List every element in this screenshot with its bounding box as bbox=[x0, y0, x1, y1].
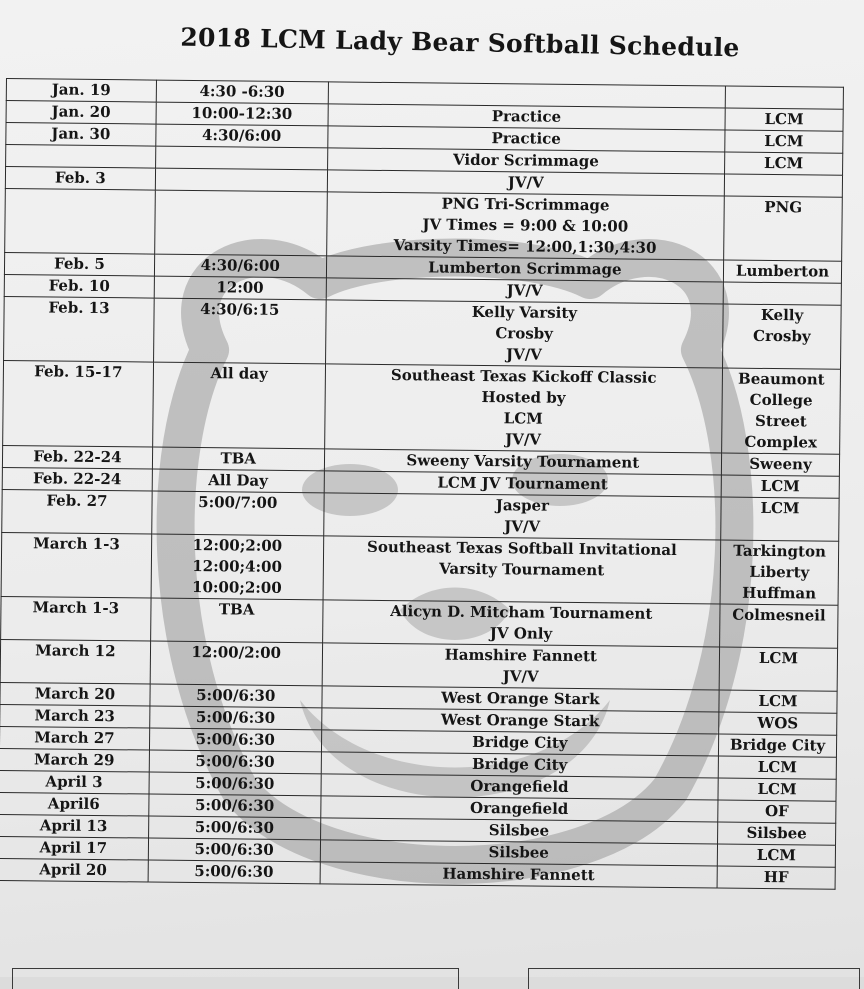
time-text: 5:00/7:00 bbox=[198, 493, 278, 512]
date-text: Jan. 20 bbox=[51, 102, 111, 122]
location-cell bbox=[717, 866, 835, 889]
date-cell bbox=[0, 814, 149, 838]
time-text: 5:00/6:30 bbox=[195, 708, 276, 727]
time-text: 5:00/6:30 bbox=[196, 686, 276, 705]
location-text: LCM bbox=[758, 691, 798, 711]
time-text: 5:00/6:30 bbox=[194, 818, 275, 837]
location-text: Complex bbox=[744, 432, 818, 452]
time-text: 4:30 -6:30 bbox=[199, 82, 285, 101]
time-text: 12:00/2:00 bbox=[191, 642, 282, 662]
event-text: Lumberton Scrimmage bbox=[428, 258, 622, 279]
event-text: Vidor Scrimmage bbox=[453, 150, 599, 171]
date-text: March 29 bbox=[33, 750, 115, 770]
event-text: Jasper bbox=[495, 496, 550, 515]
time-cell bbox=[150, 684, 322, 708]
time-text: 12:00;4:00 bbox=[192, 556, 283, 576]
schedule-table bbox=[0, 78, 844, 890]
event-text: Varsity Times= 12:00,1:30,4:30 bbox=[393, 236, 657, 257]
location-text: Silsbee bbox=[746, 823, 807, 843]
date-text: Feb. 5 bbox=[53, 254, 105, 274]
location-text: Street bbox=[755, 411, 807, 431]
event-text: Southeast Texas Softball Invitational bbox=[366, 537, 677, 560]
location-text: OF bbox=[764, 801, 789, 821]
date-cell bbox=[0, 704, 150, 728]
location-cell bbox=[724, 196, 843, 261]
date-text: Feb. 13 bbox=[48, 298, 110, 318]
date-cell bbox=[4, 252, 154, 276]
location-text: LCM bbox=[757, 779, 797, 799]
location-cell bbox=[720, 604, 838, 648]
location-text: Lumberton bbox=[735, 261, 830, 281]
event-text: West Orange Stark bbox=[441, 688, 600, 709]
date-text: April 17 bbox=[39, 838, 108, 858]
time-cell bbox=[149, 750, 321, 774]
date-cell bbox=[0, 770, 149, 794]
date-text: Jan. 30 bbox=[51, 124, 111, 144]
time-text: All Day bbox=[208, 471, 268, 490]
location-cell bbox=[721, 497, 839, 541]
time-text: All day bbox=[210, 364, 268, 383]
event-text: JV/V bbox=[504, 517, 541, 536]
time-cell bbox=[154, 254, 326, 278]
time-cell bbox=[153, 298, 325, 364]
date-text: March 1-3 bbox=[32, 598, 120, 618]
date-cell bbox=[0, 858, 148, 882]
event-cell bbox=[322, 600, 720, 647]
event-text: Practice bbox=[491, 129, 561, 148]
event-text bbox=[333, 82, 721, 86]
date-cell bbox=[0, 639, 150, 684]
time-cell bbox=[154, 276, 326, 300]
date-cell bbox=[4, 274, 154, 298]
event-text: Hamshire Fannett bbox=[442, 864, 595, 885]
event-cell bbox=[325, 300, 723, 368]
location-cell bbox=[721, 453, 839, 476]
date-text: March 1-3 bbox=[33, 534, 120, 554]
footer-box-left bbox=[12, 968, 459, 989]
date-cell bbox=[6, 79, 156, 103]
event-text: Southeast Texas Kickoff Classic bbox=[390, 366, 657, 387]
event-cell bbox=[323, 536, 721, 604]
event-text: JV Only bbox=[489, 624, 553, 643]
location-text: Bridge City bbox=[729, 735, 826, 755]
event-text: Bridge City bbox=[472, 732, 568, 752]
date-text: Feb. 15-17 bbox=[34, 362, 123, 382]
location-text: College bbox=[749, 390, 813, 410]
location-text bbox=[728, 283, 837, 284]
event-text: LCM bbox=[503, 409, 543, 428]
date-cell bbox=[4, 296, 154, 362]
date-text: Feb. 27 bbox=[46, 491, 108, 511]
date-text: April 3 bbox=[45, 772, 103, 792]
location-text: LCM bbox=[764, 131, 804, 151]
time-cell bbox=[154, 190, 326, 256]
event-text: Crosby bbox=[495, 324, 554, 343]
time-text: 5:00/6:30 bbox=[194, 862, 274, 881]
location-cell bbox=[717, 844, 835, 867]
time-cell bbox=[152, 447, 324, 471]
date-text: April6 bbox=[47, 794, 100, 814]
date-cell bbox=[1, 596, 151, 641]
date-text: April 13 bbox=[39, 816, 108, 836]
time-text: 5:00/6:30 bbox=[195, 730, 275, 749]
location-cell bbox=[718, 734, 836, 757]
time-cell bbox=[152, 491, 324, 536]
date-cell bbox=[0, 792, 149, 816]
table-row bbox=[1, 532, 839, 605]
location-text: LCM bbox=[758, 648, 799, 668]
event-text: Silsbee bbox=[488, 821, 550, 840]
date-text: Feb. 22-24 bbox=[32, 469, 122, 489]
date-cell bbox=[0, 836, 148, 860]
location-cell bbox=[718, 800, 836, 823]
event-text: JV/V bbox=[505, 430, 542, 449]
location-cell bbox=[718, 778, 836, 801]
location-cell bbox=[723, 304, 842, 369]
location-text: Crosby bbox=[752, 326, 811, 346]
event-text: Practice bbox=[491, 107, 562, 126]
time-text bbox=[160, 147, 323, 149]
time-cell bbox=[152, 362, 325, 449]
time-cell bbox=[150, 598, 322, 643]
location-text: Tarkington bbox=[733, 541, 827, 561]
time-cell bbox=[149, 706, 321, 730]
event-cell bbox=[322, 643, 720, 690]
time-cell bbox=[151, 534, 323, 600]
location-cell bbox=[720, 540, 839, 605]
event-text: JV/V bbox=[506, 281, 543, 300]
location-text: PNG bbox=[764, 197, 803, 217]
page-title: 2018 LCM Lady Bear Softball Schedule bbox=[180, 22, 740, 63]
time-cell bbox=[155, 168, 327, 192]
time-text bbox=[160, 169, 323, 171]
location-text: Beaumont bbox=[738, 369, 825, 389]
event-cell bbox=[324, 364, 722, 453]
location-text: LCM bbox=[760, 498, 800, 518]
table-row bbox=[3, 360, 841, 454]
event-text: Alicyn D. Mitcham Tournament bbox=[390, 602, 653, 623]
footer-box-right bbox=[528, 968, 860, 989]
event-text: Varsity Tournament bbox=[439, 559, 605, 580]
time-cell bbox=[156, 102, 328, 126]
time-text: TBA bbox=[218, 600, 255, 619]
date-text: March 12 bbox=[35, 641, 116, 661]
location-cell bbox=[719, 712, 837, 735]
location-cell bbox=[725, 152, 843, 175]
location-text: Huffman bbox=[742, 583, 817, 603]
location-cell bbox=[718, 756, 836, 779]
date-text: March 20 bbox=[34, 684, 116, 704]
date-text: Feb. 10 bbox=[48, 276, 110, 296]
date-cell bbox=[0, 682, 150, 706]
event-text: PNG Tri-Scrimmage bbox=[441, 194, 610, 215]
location-text: LCM bbox=[760, 476, 800, 496]
time-text: 4:30/6:00 bbox=[200, 256, 280, 275]
location-text bbox=[730, 87, 839, 88]
date-cell bbox=[1, 532, 151, 598]
location-text: Colmesneil bbox=[732, 605, 826, 625]
time-cell bbox=[150, 641, 322, 686]
date-text: March 23 bbox=[34, 706, 115, 726]
date-text: Jan. 19 bbox=[51, 80, 111, 100]
time-cell bbox=[148, 838, 320, 862]
time-text: 5:00/6:30 bbox=[194, 840, 274, 859]
time-cell bbox=[148, 860, 320, 884]
date-cell bbox=[0, 726, 149, 750]
table-row bbox=[5, 188, 843, 261]
date-cell bbox=[0, 748, 149, 772]
time-cell bbox=[155, 146, 327, 170]
event-text: Hamshire Fannett bbox=[444, 645, 598, 666]
event-text: Silsbee bbox=[488, 843, 549, 862]
event-text: Orangefield bbox=[469, 798, 569, 818]
date-cell bbox=[3, 360, 154, 447]
location-text: LCM bbox=[764, 153, 804, 173]
location-text: Sweeny bbox=[749, 454, 812, 474]
event-cell bbox=[326, 192, 724, 260]
location-text: WOS bbox=[757, 713, 799, 733]
location-cell bbox=[723, 260, 841, 283]
time-cell bbox=[149, 728, 321, 752]
date-cell bbox=[6, 101, 156, 125]
time-text: 5:00/6:30 bbox=[195, 774, 275, 793]
time-text: 12:00;2:00 bbox=[192, 535, 283, 555]
time-text: 5:00/6:30 bbox=[194, 796, 275, 815]
event-cell bbox=[323, 493, 721, 540]
location-cell bbox=[725, 130, 843, 153]
location-cell bbox=[718, 822, 836, 845]
time-text: 10:00;2:00 bbox=[191, 577, 282, 597]
date-text: Feb. 22-24 bbox=[33, 447, 122, 467]
time-text: 4:30/6:00 bbox=[201, 126, 282, 145]
location-cell bbox=[725, 86, 843, 109]
time-text: 5:00/6:30 bbox=[195, 752, 275, 771]
event-text: West Orange Stark bbox=[440, 710, 600, 731]
location-text: LCM bbox=[757, 757, 797, 777]
time-text: 10:00-12:30 bbox=[191, 103, 293, 123]
time-cell bbox=[149, 772, 321, 796]
time-cell bbox=[148, 816, 320, 840]
time-cell bbox=[156, 80, 328, 104]
event-text: LCM JV Tournament bbox=[437, 473, 608, 494]
time-cell bbox=[152, 469, 324, 493]
event-text: JV/V bbox=[505, 345, 542, 364]
date-text: Feb. 3 bbox=[54, 168, 106, 188]
time-text bbox=[160, 191, 323, 193]
time-cell bbox=[156, 124, 328, 148]
event-text: Bridge City bbox=[471, 754, 568, 774]
location-cell bbox=[721, 475, 839, 498]
location-cell bbox=[723, 282, 841, 305]
table-row bbox=[4, 296, 842, 369]
location-text: LCM bbox=[756, 845, 797, 865]
event-text: Kelly Varsity bbox=[471, 302, 578, 322]
date-cell bbox=[6, 145, 156, 169]
date-cell bbox=[2, 489, 152, 534]
date-cell bbox=[2, 467, 152, 491]
event-text: JV Times = 9:00 & 10:00 bbox=[422, 215, 629, 236]
location-text: LCM bbox=[764, 109, 804, 129]
location-text: Liberty bbox=[749, 562, 810, 582]
location-text bbox=[729, 175, 838, 176]
event-cell bbox=[320, 862, 718, 888]
location-text: HF bbox=[763, 867, 789, 887]
event-text: JV/V bbox=[502, 667, 539, 686]
event-text: Hosted by bbox=[481, 387, 566, 407]
time-text: 4:30/6:15 bbox=[200, 300, 280, 319]
date-text: April 20 bbox=[39, 860, 107, 880]
location-cell bbox=[725, 108, 843, 131]
date-cell bbox=[6, 123, 156, 147]
location-cell bbox=[724, 174, 842, 197]
location-text: Kelly bbox=[760, 305, 804, 325]
time-text: TBA bbox=[220, 449, 257, 468]
time-text: 12:00 bbox=[216, 278, 264, 297]
date-cell bbox=[5, 167, 155, 191]
date-cell bbox=[2, 445, 152, 469]
location-cell bbox=[722, 368, 841, 454]
date-text bbox=[10, 189, 151, 190]
event-text: Sweeny Varsity Tournament bbox=[406, 451, 640, 472]
date-text bbox=[10, 145, 151, 146]
location-cell bbox=[719, 647, 837, 691]
location-cell bbox=[719, 690, 837, 713]
date-text: March 27 bbox=[34, 728, 115, 748]
time-cell bbox=[149, 794, 321, 818]
event-text: Orangefield bbox=[470, 776, 569, 796]
event-text: JV/V bbox=[507, 173, 544, 192]
date-cell bbox=[5, 188, 155, 254]
